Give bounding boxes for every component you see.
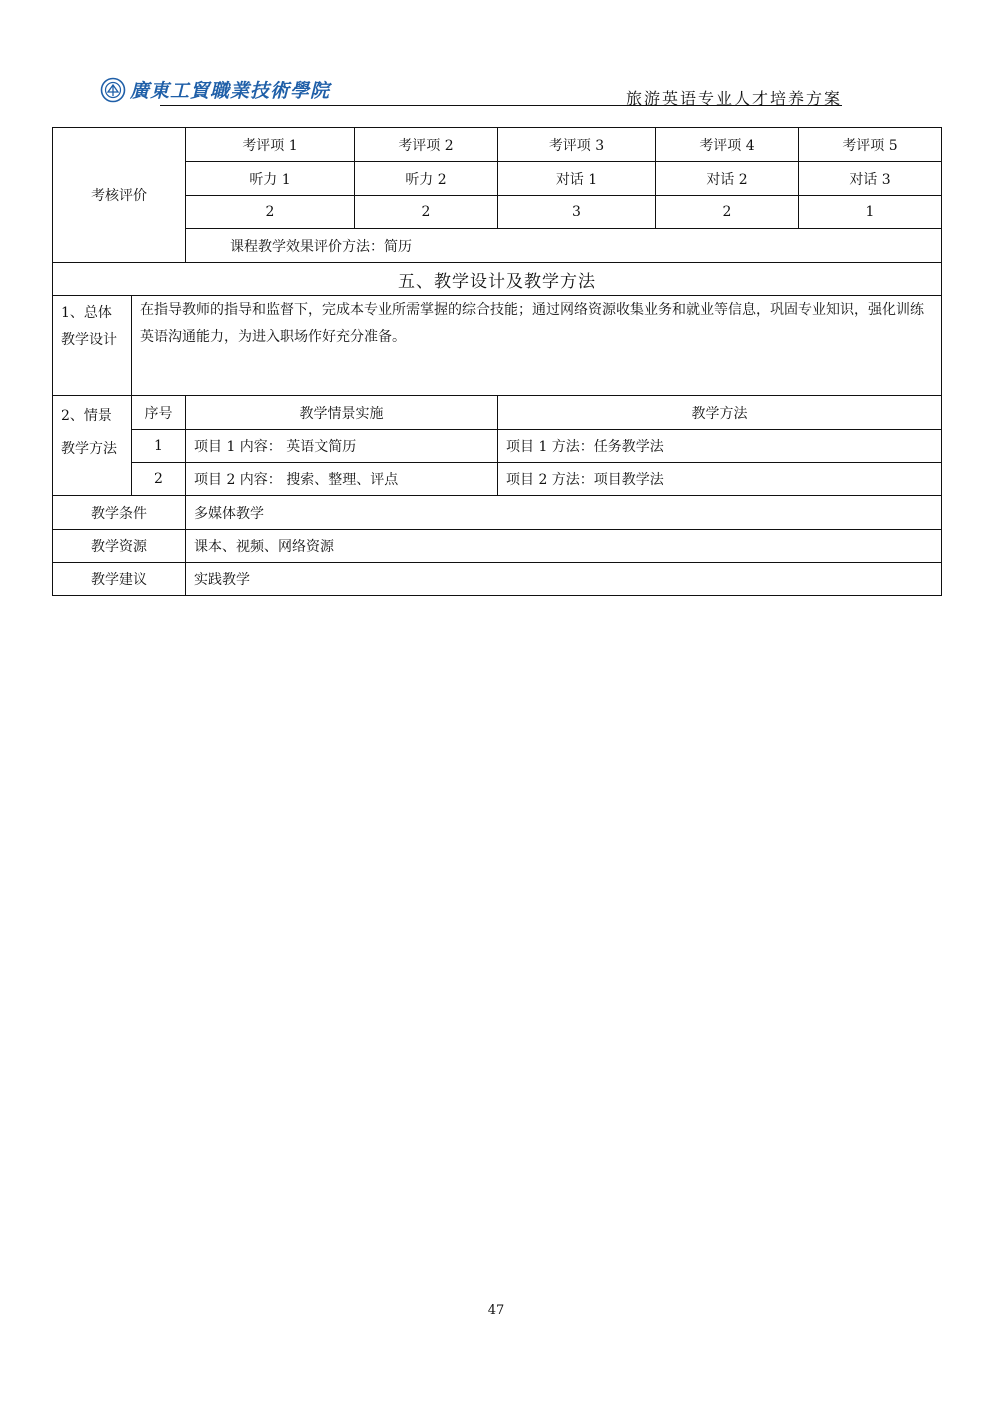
assessment-method: 课程教学效果评价方法：简历 [186, 229, 942, 263]
suggestions-row [53, 563, 942, 596]
overall-design-row [53, 296, 942, 396]
assessment-content: 对话 2 [656, 162, 799, 196]
conditions-label: 教学条件 [53, 496, 186, 530]
assessment-weight: 3 [498, 196, 656, 229]
assessment-content: 对话 3 [799, 162, 942, 196]
suggestions-value: 实践教学 [186, 563, 942, 596]
assessment-weights-row [53, 196, 942, 229]
scenario-header-implementation: 教学情景实施 [186, 396, 498, 430]
resources-label: 教学资源 [53, 530, 186, 563]
scenario-row-content: 项目 2 内容： 搜索、整理、评点 [186, 463, 498, 496]
header-divider [160, 105, 842, 106]
school-emblem-icon [100, 77, 126, 103]
assessment-items-row [53, 128, 942, 162]
scenario-row-method: 项目 1 方法：任务教学法 [498, 430, 942, 463]
scenario-label: 2、情景教学方法 [53, 396, 132, 496]
document-title: 旅游英语专业人才培养方案 [625, 89, 842, 108]
curriculum-table [52, 127, 942, 596]
assessment-weight: 2 [355, 196, 498, 229]
assessment-weight: 1 [799, 196, 942, 229]
assessment-item: 考评项 3 [498, 128, 656, 162]
school-name: 廣東工貿職業技術學院 [130, 80, 331, 102]
assessment-content: 对话 1 [498, 162, 656, 196]
assessment-item: 考评项 5 [799, 128, 942, 162]
assessment-content: 听力 1 [186, 162, 355, 196]
resources-value: 课本、视频、网络资源 [186, 530, 942, 563]
section-title: 五、教学设计及教学方法 [53, 263, 942, 296]
suggestions-label: 教学建议 [53, 563, 186, 596]
scenario-row-no: 1 [132, 430, 186, 463]
scenario-header-row [53, 396, 942, 430]
scenario-row-method: 项目 2 方法：项目教学法 [498, 463, 942, 496]
table-row [53, 463, 942, 496]
conditions-row [53, 496, 942, 530]
assessment-item: 考评项 2 [355, 128, 498, 162]
page-number: 47 [487, 1303, 505, 1318]
overall-design-text: 在指导教师的指导和监督下，完成本专业所需掌握的综合技能；通过网络资源收集业务和就业等信息，巩固专业知识，强化训练英语沟通能力，为进入职场作好充分准备。 [132, 296, 942, 396]
page-header [100, 72, 842, 108]
resources-row [53, 530, 942, 563]
assessment-weight: 2 [656, 196, 799, 229]
assessment-method-row [53, 229, 942, 263]
assessment-item: 考评项 1 [186, 128, 355, 162]
scenario-header-no: 序号 [132, 396, 186, 430]
scenario-row-content: 项目 1 内容： 英语文简历 [186, 430, 498, 463]
overall-design-label: 1、总体教学设计 [53, 296, 132, 396]
scenario-header-method: 教学方法 [498, 396, 942, 430]
table-row [53, 430, 942, 463]
assessment-weight: 2 [186, 196, 355, 229]
assessment-label: 考核评价 [53, 128, 186, 263]
assessment-content: 听力 2 [355, 162, 498, 196]
conditions-value: 多媒体教学 [186, 496, 942, 530]
school-logo [100, 76, 330, 103]
assessment-contents-row [53, 162, 942, 196]
section-title-row [53, 263, 942, 296]
assessment-item: 考评项 4 [656, 128, 799, 162]
scenario-row-no: 2 [132, 463, 186, 496]
